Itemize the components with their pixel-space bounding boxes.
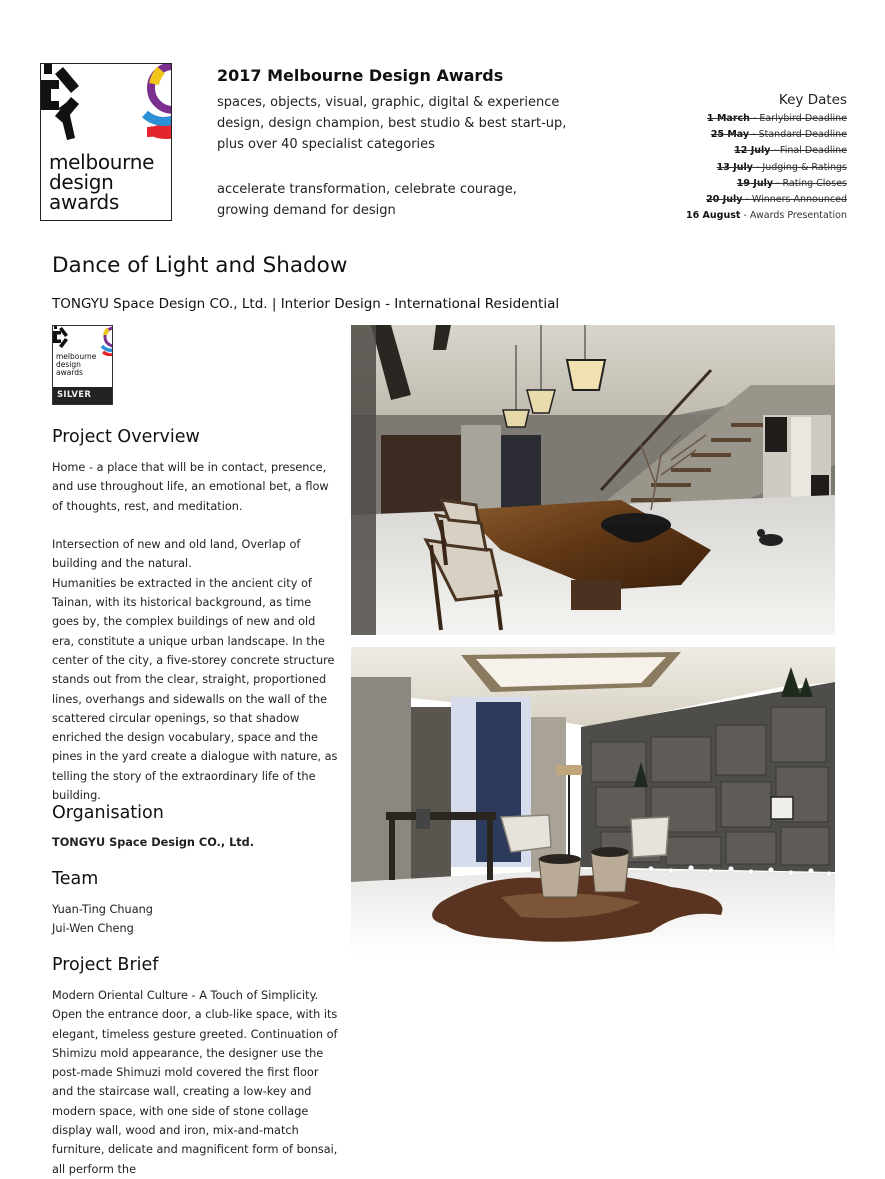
- key-date-event: - Earlybird Deadline: [749, 113, 847, 124]
- melbourne-design-awards-logo: [40, 63, 172, 221]
- badge-level: SILVER: [53, 387, 112, 404]
- organisation-name: TONGYU Space Design CO., Ltd.: [52, 836, 255, 849]
- key-date-row: [686, 208, 847, 224]
- key-date-event: - Awards Presentation: [740, 210, 847, 222]
- interior-photo-dining-staircase: [351, 325, 835, 635]
- key-date-row: [686, 127, 847, 143]
- brief-body: Modern Oriental Culture - A Touch of Simplicity. Open the entrance door, a club-like space, with its elegant, timeless gesture greeted. Continuation of Shimizu mold appearance, the designer use the post-made Shimuzi mold covered the first floor and the staircase wall, creating a low-key and modern space, with one side of stone collage display wall, wood and iron, mix-and-match furniture, delicate and magnificent form of bonsai, all perform the: [52, 989, 338, 1176]
- key-date: 1 March: [707, 113, 750, 124]
- overview-heading: Project Overview: [52, 427, 200, 447]
- logo-wordmark: [49, 152, 154, 212]
- project-subtitle: TONGYU Space Design CO., Ltd. | Interior Design - International Residential: [52, 296, 560, 312]
- logo-line-1: melbourne: [49, 150, 155, 174]
- badge-line-2: design: [56, 360, 81, 369]
- key-date-row: [686, 160, 847, 176]
- overview-body: [52, 458, 338, 805]
- overview-paragraph-1: Home - a place that will be in contact, presence, and use throughout life, an emotional bet, a flow of thoughts, rest, and meditation.: [52, 461, 329, 513]
- key-date-event: - Rating Closes: [773, 177, 847, 189]
- project-title: Dance of Light and Shadow: [52, 253, 348, 278]
- key-date-event: - Judging & Ratings: [752, 161, 847, 173]
- key-date: 25 May: [710, 129, 750, 141]
- key-dates-title: Key Dates: [778, 92, 847, 108]
- award-tagline: accelerate transformation, celebrate courage, growing demand for design: [217, 182, 517, 218]
- key-date-event: - Winners Announced: [742, 194, 847, 206]
- logo-line-3: awards: [49, 190, 120, 214]
- key-date-row: [686, 192, 847, 208]
- team-heading: Team: [52, 869, 99, 889]
- overview-paragraph-3: Humanities be extracted in the ancient city of Tainan, with its historical background, as time goes by, the complex buildings of new and old era, constitute a unique urban landscape. In the center of the city, a five-storey concrete structure stands out from the clear, straight, proportioned lines, overhangs and sidewalls on the wall of the scattered circular openings, so that shadow enriched the design vocabulary, space and the pines in the yard create a dialogue with nature, as telling the story of the extraordinary life of the building.: [52, 576, 338, 803]
- key-date-event: - Final Deadline: [770, 145, 847, 157]
- key-date-event: - Standard Deadline: [749, 129, 847, 141]
- logo-line-2: design: [49, 170, 114, 194]
- key-date: 13 July: [716, 161, 753, 173]
- key-date-row: [686, 111, 847, 127]
- key-date: 16 August: [686, 210, 741, 222]
- silver-award-badge: [52, 325, 113, 405]
- team-member: Jui-Wen Cheng: [52, 922, 134, 936]
- team-list: [52, 900, 338, 939]
- key-date: 19 July: [736, 177, 774, 189]
- interior-photo-lounge: [351, 647, 835, 957]
- team-member: Yuan-Ting Chuang: [52, 903, 153, 916]
- key-dates: [686, 92, 847, 224]
- badge-line-1: melbourne: [56, 352, 97, 361]
- organisation-heading: Organisation: [52, 803, 164, 823]
- key-date-row: [686, 143, 847, 159]
- award-description: spaces, objects, visual, graphic, digital & experience design, design champion, best studio & best start-up, plus over 40 specialist categories: [217, 95, 567, 152]
- brief-heading: Project Brief: [52, 955, 159, 975]
- key-date: 12 July: [734, 145, 771, 157]
- badge-line-3: awards: [56, 368, 83, 377]
- overview-paragraph-2: Intersection of new and old land, Overlap of building and the natural.: [52, 538, 301, 571]
- key-date-row: [686, 176, 847, 192]
- key-date: 20 July: [706, 194, 743, 206]
- award-title: 2017 Melbourne Design Awards: [217, 66, 504, 85]
- badge-wordmark: [56, 353, 96, 377]
